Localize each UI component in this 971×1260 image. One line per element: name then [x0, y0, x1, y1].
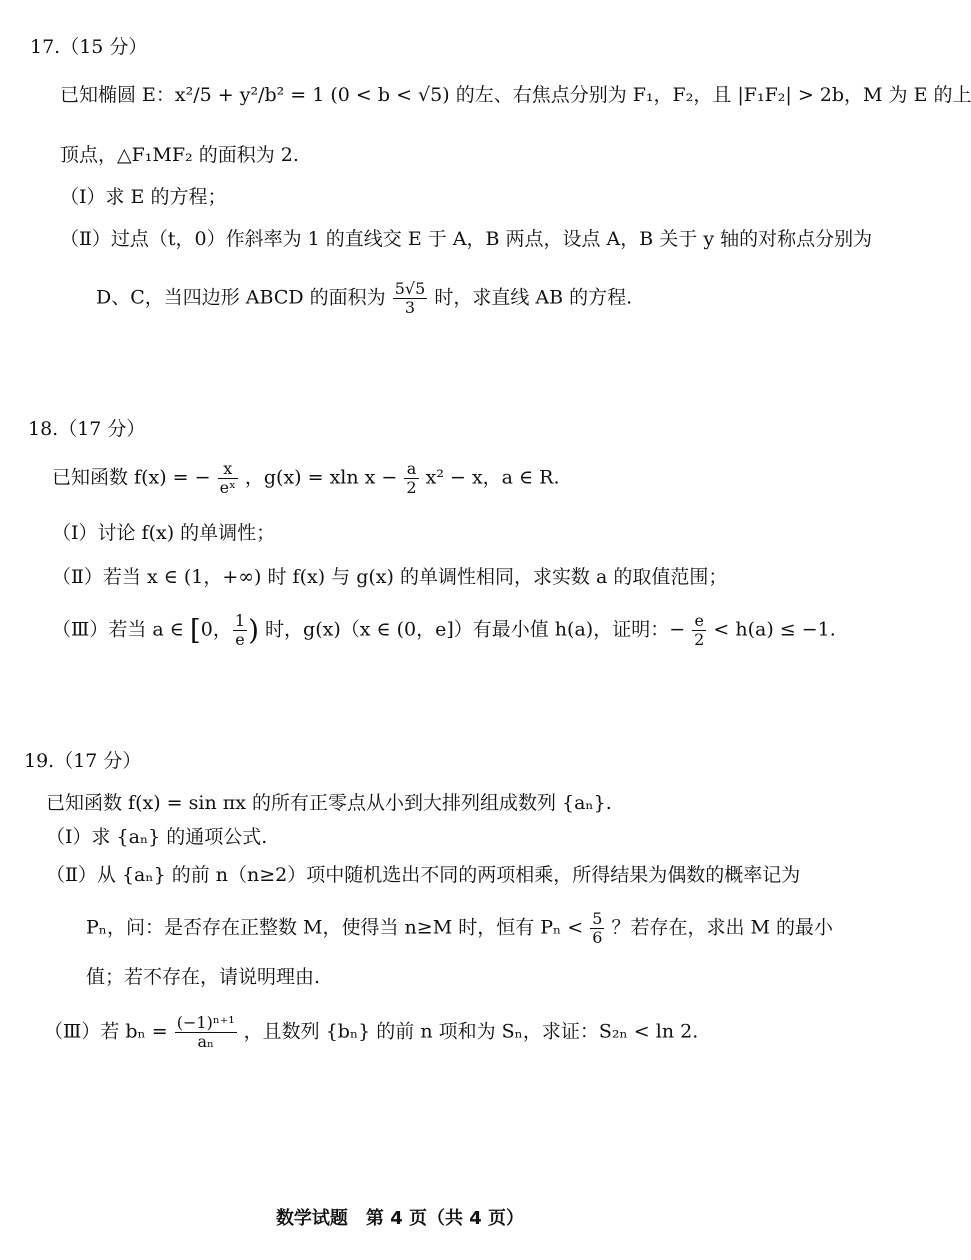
f-fraction [218, 460, 238, 497]
probability-fraction [590, 910, 604, 947]
g-fraction-numerator: a [404, 460, 418, 479]
problem-17-stem-line2: 顶点，△F₁MF₂ 的面积为 2. [60, 144, 299, 166]
problem-18-stem-text-c: x² − x，a ∈ R. [425, 466, 560, 489]
g-fraction [404, 460, 418, 497]
problem-18-part3 [52, 612, 836, 649]
problem-18-stem-text-a: 已知函数 f(x) = − [52, 466, 211, 489]
interval-fraction-denominator: e [235, 630, 245, 649]
problem-18-stem [52, 460, 560, 497]
bn-fraction-numerator: (−1)ⁿ⁺¹ [176, 1013, 235, 1032]
bound-fraction [692, 612, 706, 649]
problem-17-heading: 17.（15 分） [30, 36, 148, 58]
left-bracket: [ [189, 613, 201, 647]
area-fraction-numerator: 5√5 [394, 279, 426, 298]
bound-fraction-numerator: e [692, 612, 706, 631]
problem-18-part1: （Ⅰ）讨论 f(x) 的单调性； [52, 522, 276, 544]
problem-19-part1: （Ⅰ）求 {aₙ} 的通项公式. [46, 826, 268, 848]
problem-17-stem-line1: 已知椭圆 E：x²/5 + y²/b² = 1 (0 < b < √5) 的左、右焦点分别为 F₁，F₂，且 |F₁F₂| > 2b，M 为 E 的上 [60, 84, 971, 106]
problem-17-part2-text-b: 时，求直线 AB 的方程. [434, 286, 633, 309]
bound-fraction-denominator: 2 [694, 630, 705, 649]
f-fraction-denominator: eˣ [219, 478, 236, 497]
page-footer: 数学试题 第 4 页（共 4 页） [275, 1208, 525, 1229]
problem-19-part2-text-b: ？若存在，求出 M 的最小 [611, 916, 834, 939]
problem-19-part2-line1: （Ⅱ）从 {aₙ} 的前 n（n≥2）项中随机选出不同的两项相乘，所得结果为偶数的概率记为 [46, 864, 801, 886]
problem-19-part3-text-a: （Ⅲ）若 bₙ = [44, 1020, 168, 1043]
problem-18-heading: 18.（17 分） [28, 418, 146, 440]
interval-left: 0， [200, 618, 232, 641]
g-fraction-denominator: 2 [406, 478, 417, 497]
problem-18-part3-text-b: 时，g(x)（x ∈ (0，e]）有最小值 h(a)，证明：− [265, 618, 686, 641]
probability-fraction-denominator: 6 [592, 928, 603, 947]
problem-19-part3 [44, 1014, 698, 1051]
interval-fraction [233, 612, 247, 649]
f-fraction-numerator: x [218, 460, 238, 479]
problem-18-part3-text-c: < h(a) ≤ −1. [713, 618, 836, 641]
problem-19-stem: 已知函数 f(x) = sin πx 的所有正零点从小到大排列组成数列 {aₙ}. [46, 792, 612, 814]
problem-19-part2-text-a: Pₙ，问：是否存在正整数 M，使得当 n≥M 时，恒有 Pₙ < [86, 916, 584, 939]
area-fraction [393, 280, 428, 317]
problem-18-part2: （Ⅱ）若当 x ∈ (1，+∞) 时 f(x) 与 g(x) 的单调性相同，求实数 a 的取值范围； [52, 566, 728, 588]
bn-fraction-denominator: aₙ [197, 1032, 214, 1051]
problem-19-part2-line2 [86, 910, 833, 947]
problem-17-part1: （Ⅰ）求 E 的方程； [60, 186, 227, 208]
bn-fraction [175, 1014, 237, 1051]
problem-18-stem-text-b: ，g(x) = xln x − [244, 466, 398, 489]
probability-fraction-numerator: 5 [592, 909, 603, 928]
problem-17-part2-text-a: D、C，当四边形 ABCD 的面积为 [96, 286, 386, 309]
interval-fraction-numerator: 1 [234, 611, 246, 630]
problem-17-part2-line2 [96, 280, 632, 317]
problem-18-part3-text-a: （Ⅲ）若当 a ∈ [52, 618, 184, 641]
right-paren: ) [248, 613, 259, 647]
area-fraction-denominator: 3 [404, 298, 416, 317]
problem-19-heading: 19.（17 分） [24, 750, 142, 772]
problem-19-part2-line3: 值；若不存在，请说明理由. [86, 966, 321, 988]
problem-19-part3-text-b: ，且数列 {bₙ} 的前 n 项和为 Sₙ，求证：S₂ₙ < ln 2. [243, 1020, 699, 1043]
problem-17-part2-line1: （Ⅱ）过点（t，0）作斜率为 1 的直线交 E 于 A，B 两点，设点 A，B 关于 y 轴的对称点分别为 [60, 228, 873, 250]
